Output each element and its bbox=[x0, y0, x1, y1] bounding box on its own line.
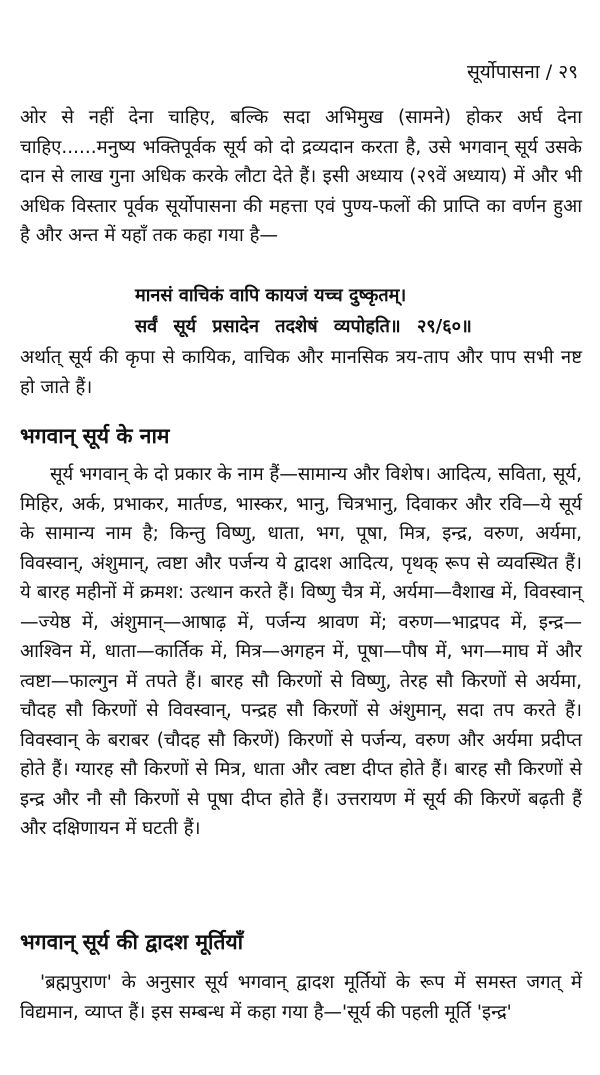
paragraph-2: अर्थात् सूर्य की कृपा से कायिक, वाचिक और मानसिक त्रय-ताप और पाप सभी नष्ट हो जाते हैं। bbox=[20, 347, 582, 398]
verse-line-1: मानसं वाचिकं वापि कायजं यच्च दुष्कृतम्। bbox=[135, 285, 407, 306]
verse-line-2: सर्वं सूर्य प्रसादेन तदशेषं व्यपोहति॥ २९/६०॥ bbox=[135, 316, 472, 337]
paragraph-1: ओर से नहीं देना चाहिए, बल्कि सदा अभिमुख (सामने) होकर अर्घ देना चाहिए......मनुष्य भक्तिपूर्वक सूर्य को दो द्रव्यदान करता है, उसे भगवान् सूर्य उसके दान से लाख गुना अधिक करके लौटा देते हैं। इसी अध्याय (२९वें अध्याय) में और भी अधिक विस्तार पूर्वक सूर्योपासना की महत्ता एवं पुण्य-फलों की प्राप्ति का वर्णन हुआ है और अन्त में यहाँ तक कहा गया है— bbox=[20, 107, 582, 246]
section-heading-twelve-forms: भगवान् सूर्य की द्वादश मूर्तियाँ bbox=[20, 930, 244, 954]
running-header: सूर्योपासना / २९ bbox=[466, 61, 578, 83]
section-heading-sun-names: भगवान् सूर्य के नाम bbox=[20, 424, 170, 448]
paragraph-4: 'ब्रह्मपुराण' के अनुसार सूर्य भगवान् द्वादश मूर्तियों के रूप में समस्त जगत् में विद्यमान, व्याप्त हैं। इस सम्बन्ध में कहा गया है—'सूर्य की पहली मूर्ति 'इन्द्र' bbox=[20, 972, 582, 1023]
paragraph-3: सूर्य भगवान् के दो प्रकार के नाम हैं—सामान्य और विशेष। आदित्य, सविता, सूर्य, मिहिर, अर्क, प्रभाकर, मार्तण्ड, भास्कर, भानु, चित्रभानु, दिवाकर और रवि—ये सूर्य के सामान्य नाम है; किन्तु विष्णु, धाता, भग, पूषा, मित्र, इन्द्र, वरुण, अर्यमा, विवस्वान्, अंशुमान्, त्वष्टा और पर्जन्य ये द्वादश आदित्य, पृथक् रूप से व्यवस्थित हैं। ये बारह महीनों में क्रमश: उत्थान करते हैं। विष्णु चैत्र में, अर्यमा—वैशाख में, विवस्वान्—ज्येष्ठ में, अंशुमान्—आषाढ़ में, पर्जन्य श्रावण में; वरुण—भाद्रपद में, इन्द्र—आश्विन में, धाता—कार्तिक में, मित्र—अगहन में, पूषा—पौष में, भग—माघ में और त्वष्टा—फाल्गुन में तपते हैं। बारह सौ किरणों से विष्णु, तेरह सौ किरणों से अर्यमा, चौदह सौ किरणों से विवस्वान्, पन्द्रह सौ किरणों से अंशुमान्, सदा तप करते हैं। विवस्वान् के बराबर (चौदह सौ किरणें) किरणों से पर्जन्य, वरुण और अर्यमा प्रदीप्त होते हैं। ग्यारह सौ किरणों से मित्र, धाता और त्वष्टा दीप्त होते हैं। बारह सौ किरणों से इन्द्र और नौ सौ किरणों से पूषा दीप्त होते हैं। उत्तरायण में सूर्य की किरणें बढ़ती हैं और दक्षिणायन में घटती हैं। bbox=[20, 464, 582, 839]
